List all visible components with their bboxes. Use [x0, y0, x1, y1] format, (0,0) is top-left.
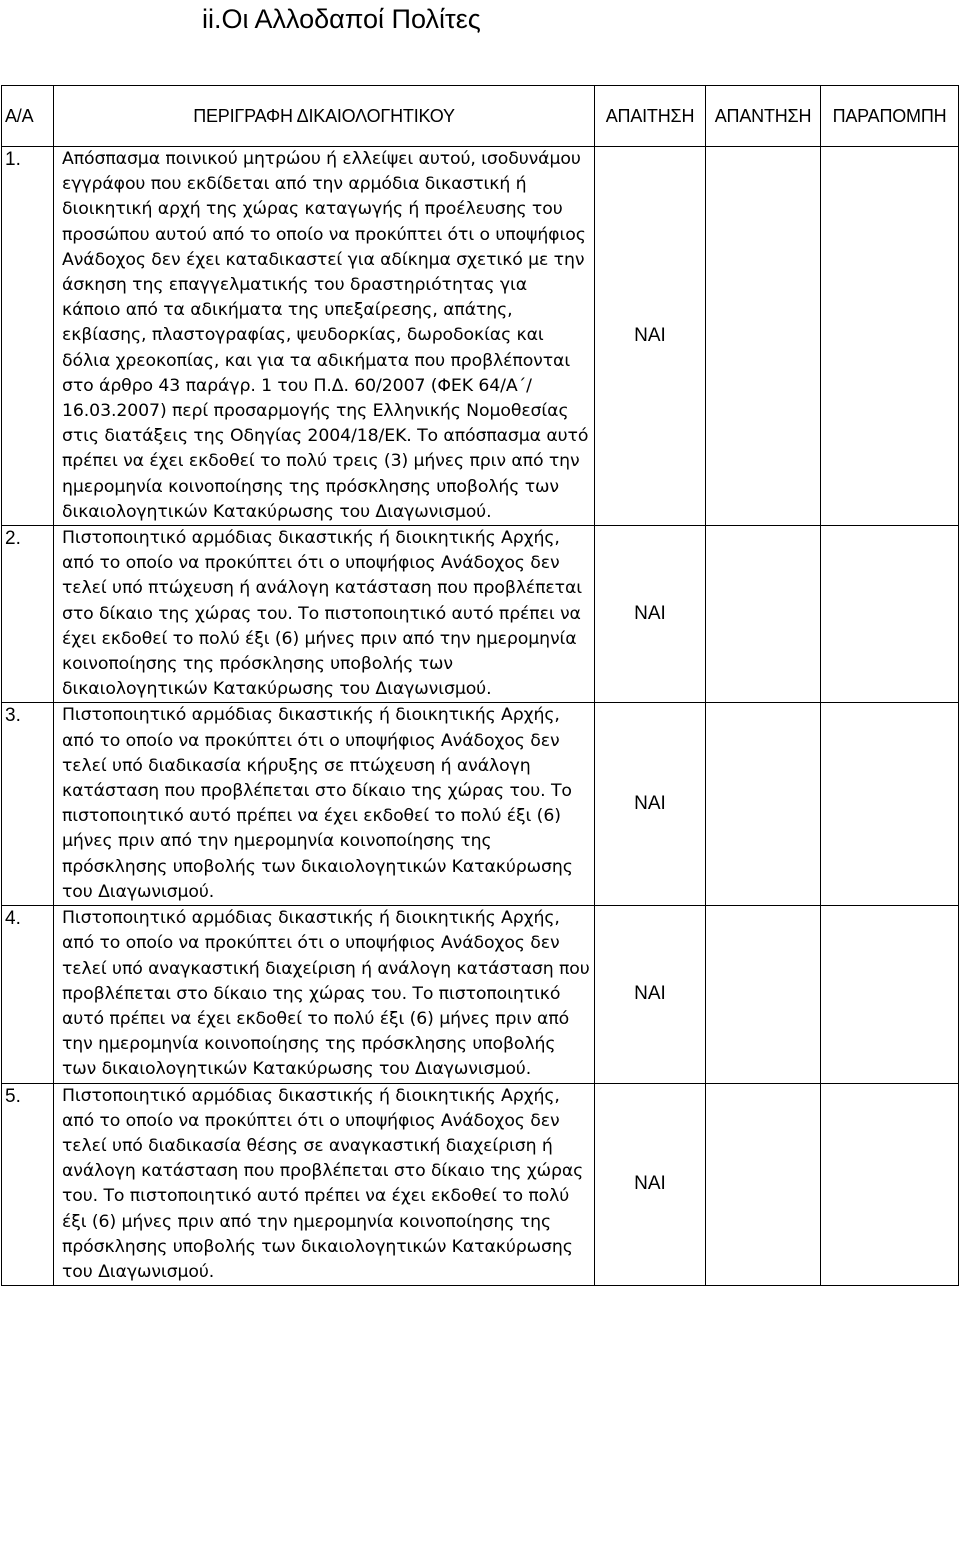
table-row: [2, 526, 959, 703]
row-answer-cell[interactable]: [706, 703, 821, 906]
table-header-row: [2, 86, 959, 147]
row-number: 1.: [2, 147, 54, 526]
row-answer-cell[interactable]: [706, 147, 821, 526]
row-description: Πιστοποιητικό αρμόδιας δικαστικής ή διοικητικής Αρχής, από το οποίο να προκύπτει ότι ο υποψήφιος Ανάδοχος δεν τελεί υπό αναγκαστική διαχείριση ή ανάλογη κατάσταση που προβλέπεται στο δίκαιο της χώρας του. Το πιστοποιητικό αυτό πρέπει να έχει εκδοθεί το πολύ έξι (6) μήνες πριν από την ημερομηνία κοινοποίησης της πρόσκλησης υποβολής των δικαιολογητικών Κατακύρωσης του Διαγωνισμού.: [54, 906, 595, 1083]
header-description: ΠΕΡΙΓΡΑΦΗ ΔΙΚΑΙΟΛΟΓΗΤΙΚΟΥ: [54, 86, 595, 147]
row-number: 4.: [2, 906, 54, 1083]
row-reference-cell[interactable]: [821, 1083, 959, 1286]
row-requirement: ΝΑΙ: [595, 1083, 706, 1286]
row-number: 3.: [2, 703, 54, 906]
row-description: Πιστοποιητικό αρμόδιας δικαστικής ή διοικητικής Αρχής, από το οποίο να προκύπτει ότι ο υποψήφιος Ανάδοχος δεν τελεί υπό διαδικασία θέσης σε αναγκαστική διαχείριση ή ανάλογη κατάσταση που προβλέπεται στο δίκαιο της χώρας του. Το πιστοποιητικό αυτό πρέπει να έχει εκδοθεί το πολύ έξι (6) μήνες πριν από την ημερομηνία κοινοποίησης της πρόσκλησης υποβολής των δικαιολογητικών Κατακύρωσης του Διαγωνισμού.: [54, 1083, 595, 1286]
row-requirement: ΝΑΙ: [595, 526, 706, 703]
table-row: [2, 147, 959, 526]
row-answer-cell[interactable]: [706, 526, 821, 703]
row-answer-cell[interactable]: [706, 906, 821, 1083]
header-answer: ΑΠΑΝΤΗΣΗ: [706, 86, 821, 147]
row-number: 2.: [2, 526, 54, 703]
table-row: [2, 906, 959, 1083]
header-requirement: ΑΠΑΙΤΗΣΗ: [595, 86, 706, 147]
row-reference-cell[interactable]: [821, 526, 959, 703]
row-description: Απόσπασμα ποινικού μητρώου ή ελλείψει αυτού, ισοδυνάμου εγγράφου που εκδίδεται από την αρμόδια δικαστική ή διοικητική αρχή της χώρας καταγωγής ή προέλευσης του προσώπου αυτού από το οποίο να προκύπτει ότι ο υποψήφιος Ανάδοχος δεν έχει καταδικαστεί για αδίκημα σχετικό με την άσκηση της επαγγελματικής του δραστηριότητας για κάποιο από τα αδικήματα της υπεξαίρεσης, απάτης, εκβίασης, πλαστογραφίας, ψευδορκίας, δωροδοκίας και δόλια χρεοκοπίας, και για τα αδικήματα που προβλέπονται στο άρθρο 43 παράγρ. 1 του Π.Δ. 60/2007 (ΦΕΚ 64/Α΄/ 16.03.2007) περί προσαρμογής της Ελληνικής Νομοθεσίας στις διατάξεις της Οδηγίας 2004/18/ΕΚ. Το απόσπασμα αυτό πρέπει να έχει εκδοθεί το πολύ τρεις (3) μήνες πριν από την ημερομηνία κοινοποίησης της πρόσκλησης υποβολής των δικαιολογητικών Κατακύρωσης του Διαγωνισμού.: [54, 147, 595, 526]
row-description: Πιστοποιητικό αρμόδιας δικαστικής ή διοικητικής Αρχής, από το οποίο να προκύπτει ότι ο υποψήφιος Ανάδοχος δεν τελεί υπό διαδικασία κήρυξης σε πτώχευση ή ανάλογη κατάσταση που προβλέπεται στο δίκαιο της χώρας του. Το πιστοποιητικό αυτό πρέπει να έχει εκδοθεί το πολύ έξι (6) μήνες πριν από την ημερομηνία κοινοποίησης της πρόσκλησης υποβολής των δικαιολογητικών Κατακύρωσης του Διαγωνισμού.: [54, 703, 595, 906]
row-requirement: ΝΑΙ: [595, 703, 706, 906]
table-row: [2, 703, 959, 906]
header-reference: ΠΑΡΑΠΟΜΠΗ: [821, 86, 959, 147]
row-reference-cell[interactable]: [821, 906, 959, 1083]
page-title: ii.Οι Αλλοδαποί Πολίτες: [202, 4, 481, 34]
row-answer-cell[interactable]: [706, 1083, 821, 1286]
documents-table: [1, 85, 959, 1286]
row-description: Πιστοποιητικό αρμόδιας δικαστικής ή διοικητικής Αρχής, από το οποίο να προκύπτει ότι ο υποψήφιος Ανάδοχος δεν τελεί υπό πτώχευση ή ανάλογη κατάσταση που προβλέπεται στο δίκαιο της χώρας του. Το πιστοποιητικό αυτό πρέπει να έχει εκδοθεί το πολύ έξι (6) μήνες πριν από την ημερομηνία κοινοποίησης της πρόσκλησης υποβολής των δικαιολογητικών Κατακύρωσης του Διαγωνισμού.: [54, 526, 595, 703]
row-number: 5.: [2, 1083, 54, 1286]
row-requirement: ΝΑΙ: [595, 906, 706, 1083]
table-row: [2, 1083, 959, 1286]
row-reference-cell[interactable]: [821, 703, 959, 906]
row-requirement: ΝΑΙ: [595, 147, 706, 526]
row-reference-cell[interactable]: [821, 147, 959, 526]
header-num: Α/Α: [2, 86, 54, 147]
